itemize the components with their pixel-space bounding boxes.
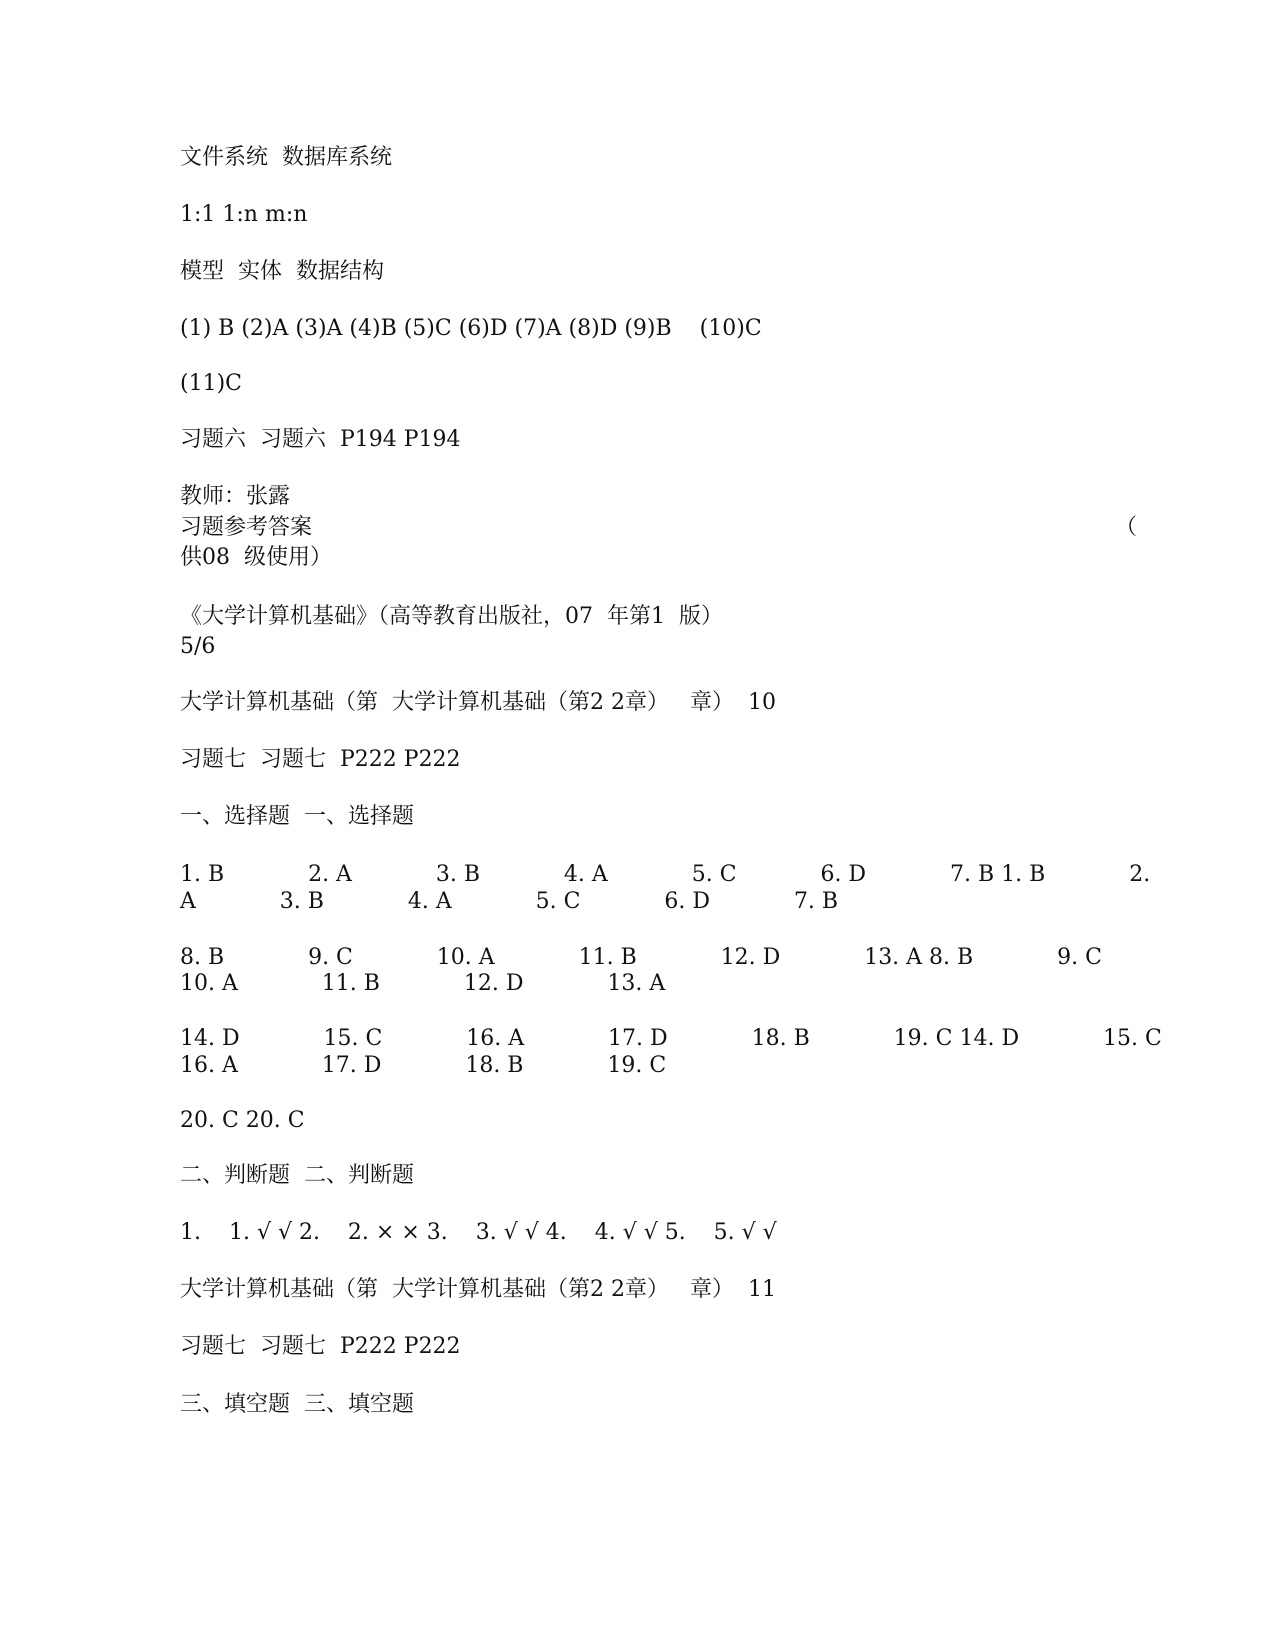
text-line-true-false-answers: 1. 1. √ √ 2. 2. × × 3. 3. √ √ 4. 4. √ √ 5. 5. √ √ (180, 1220, 777, 1245)
text-line-model-entity: 模型 实体 数据结构 (180, 259, 384, 284)
text-line-choice-row-3b: 16. A 17. D 18. B 19. C (180, 1053, 667, 1078)
text-line-teacher: 教师：张露 (180, 484, 291, 509)
text-line-choice-row-1b: A 3. B 4. A 5. C 6. D 7. B (180, 889, 839, 914)
text-line-book-title: 《大学计算机基础》（高等教育出版社，07 年第1 版） (180, 604, 723, 629)
text-line-choice-row-2: 8. B 9. C 10. A 11. B 12. D 13. A 8. B 9. C (180, 945, 1102, 970)
text-line-for-grade: 供08 级使用） (180, 545, 332, 570)
text-line-choice-row-1: 1. B 2. A 3. B 4. A 5. C 6. D 7. B 1. B 2. (180, 862, 1151, 887)
text-line-answer-11: (11)C (180, 371, 242, 396)
text-line-parenthesis: （ (1115, 515, 1138, 540)
text-line-relationships: 1:1 1:n m:n (180, 202, 308, 227)
text-line-choice-row-2b: 10. A 11. B 12. D 13. A (180, 971, 666, 996)
text-line-chapter-header-11: 大学计算机基础（第 大学计算机基础（第2 2章） 章） 11 (180, 1277, 776, 1302)
text-line-chapter-header-10: 大学计算机基础（第 大学计算机基础（第2 2章） 章） 10 (180, 690, 776, 715)
text-line-exercise-six: 习题六 习题六 P194 P194 (180, 427, 461, 452)
text-line-answer-key-title: 习题参考答案 (180, 515, 313, 540)
text-line-fill-blank-title: 三、填空题 三、填空题 (180, 1392, 414, 1417)
text-line-exercise-seven-repeat: 习题七 习题七 P222 P222 (180, 1334, 461, 1359)
text-line-answers-1-10: (1) B (2)A (3)A (4)B (5)C (6)D (7)A (8)D (9)B (10)C (180, 316, 762, 341)
text-line-file-system: 文件系统 数据库系统 (180, 145, 392, 170)
text-line-choice-row-4: 20. C 20. C (180, 1108, 305, 1133)
text-line-true-false-title: 二、判断题 二、判断题 (180, 1163, 414, 1188)
text-line-choice-row-3: 14. D 15. C 16. A 17. D 18. B 19. C 14. D 15. C (180, 1026, 1162, 1051)
text-line-exercise-seven: 习题七 习题七 P222 P222 (180, 747, 461, 772)
text-line-page-fraction: 5/6 (180, 634, 216, 659)
text-line-multiple-choice-title: 一、选择题 一、选择题 (180, 804, 414, 829)
